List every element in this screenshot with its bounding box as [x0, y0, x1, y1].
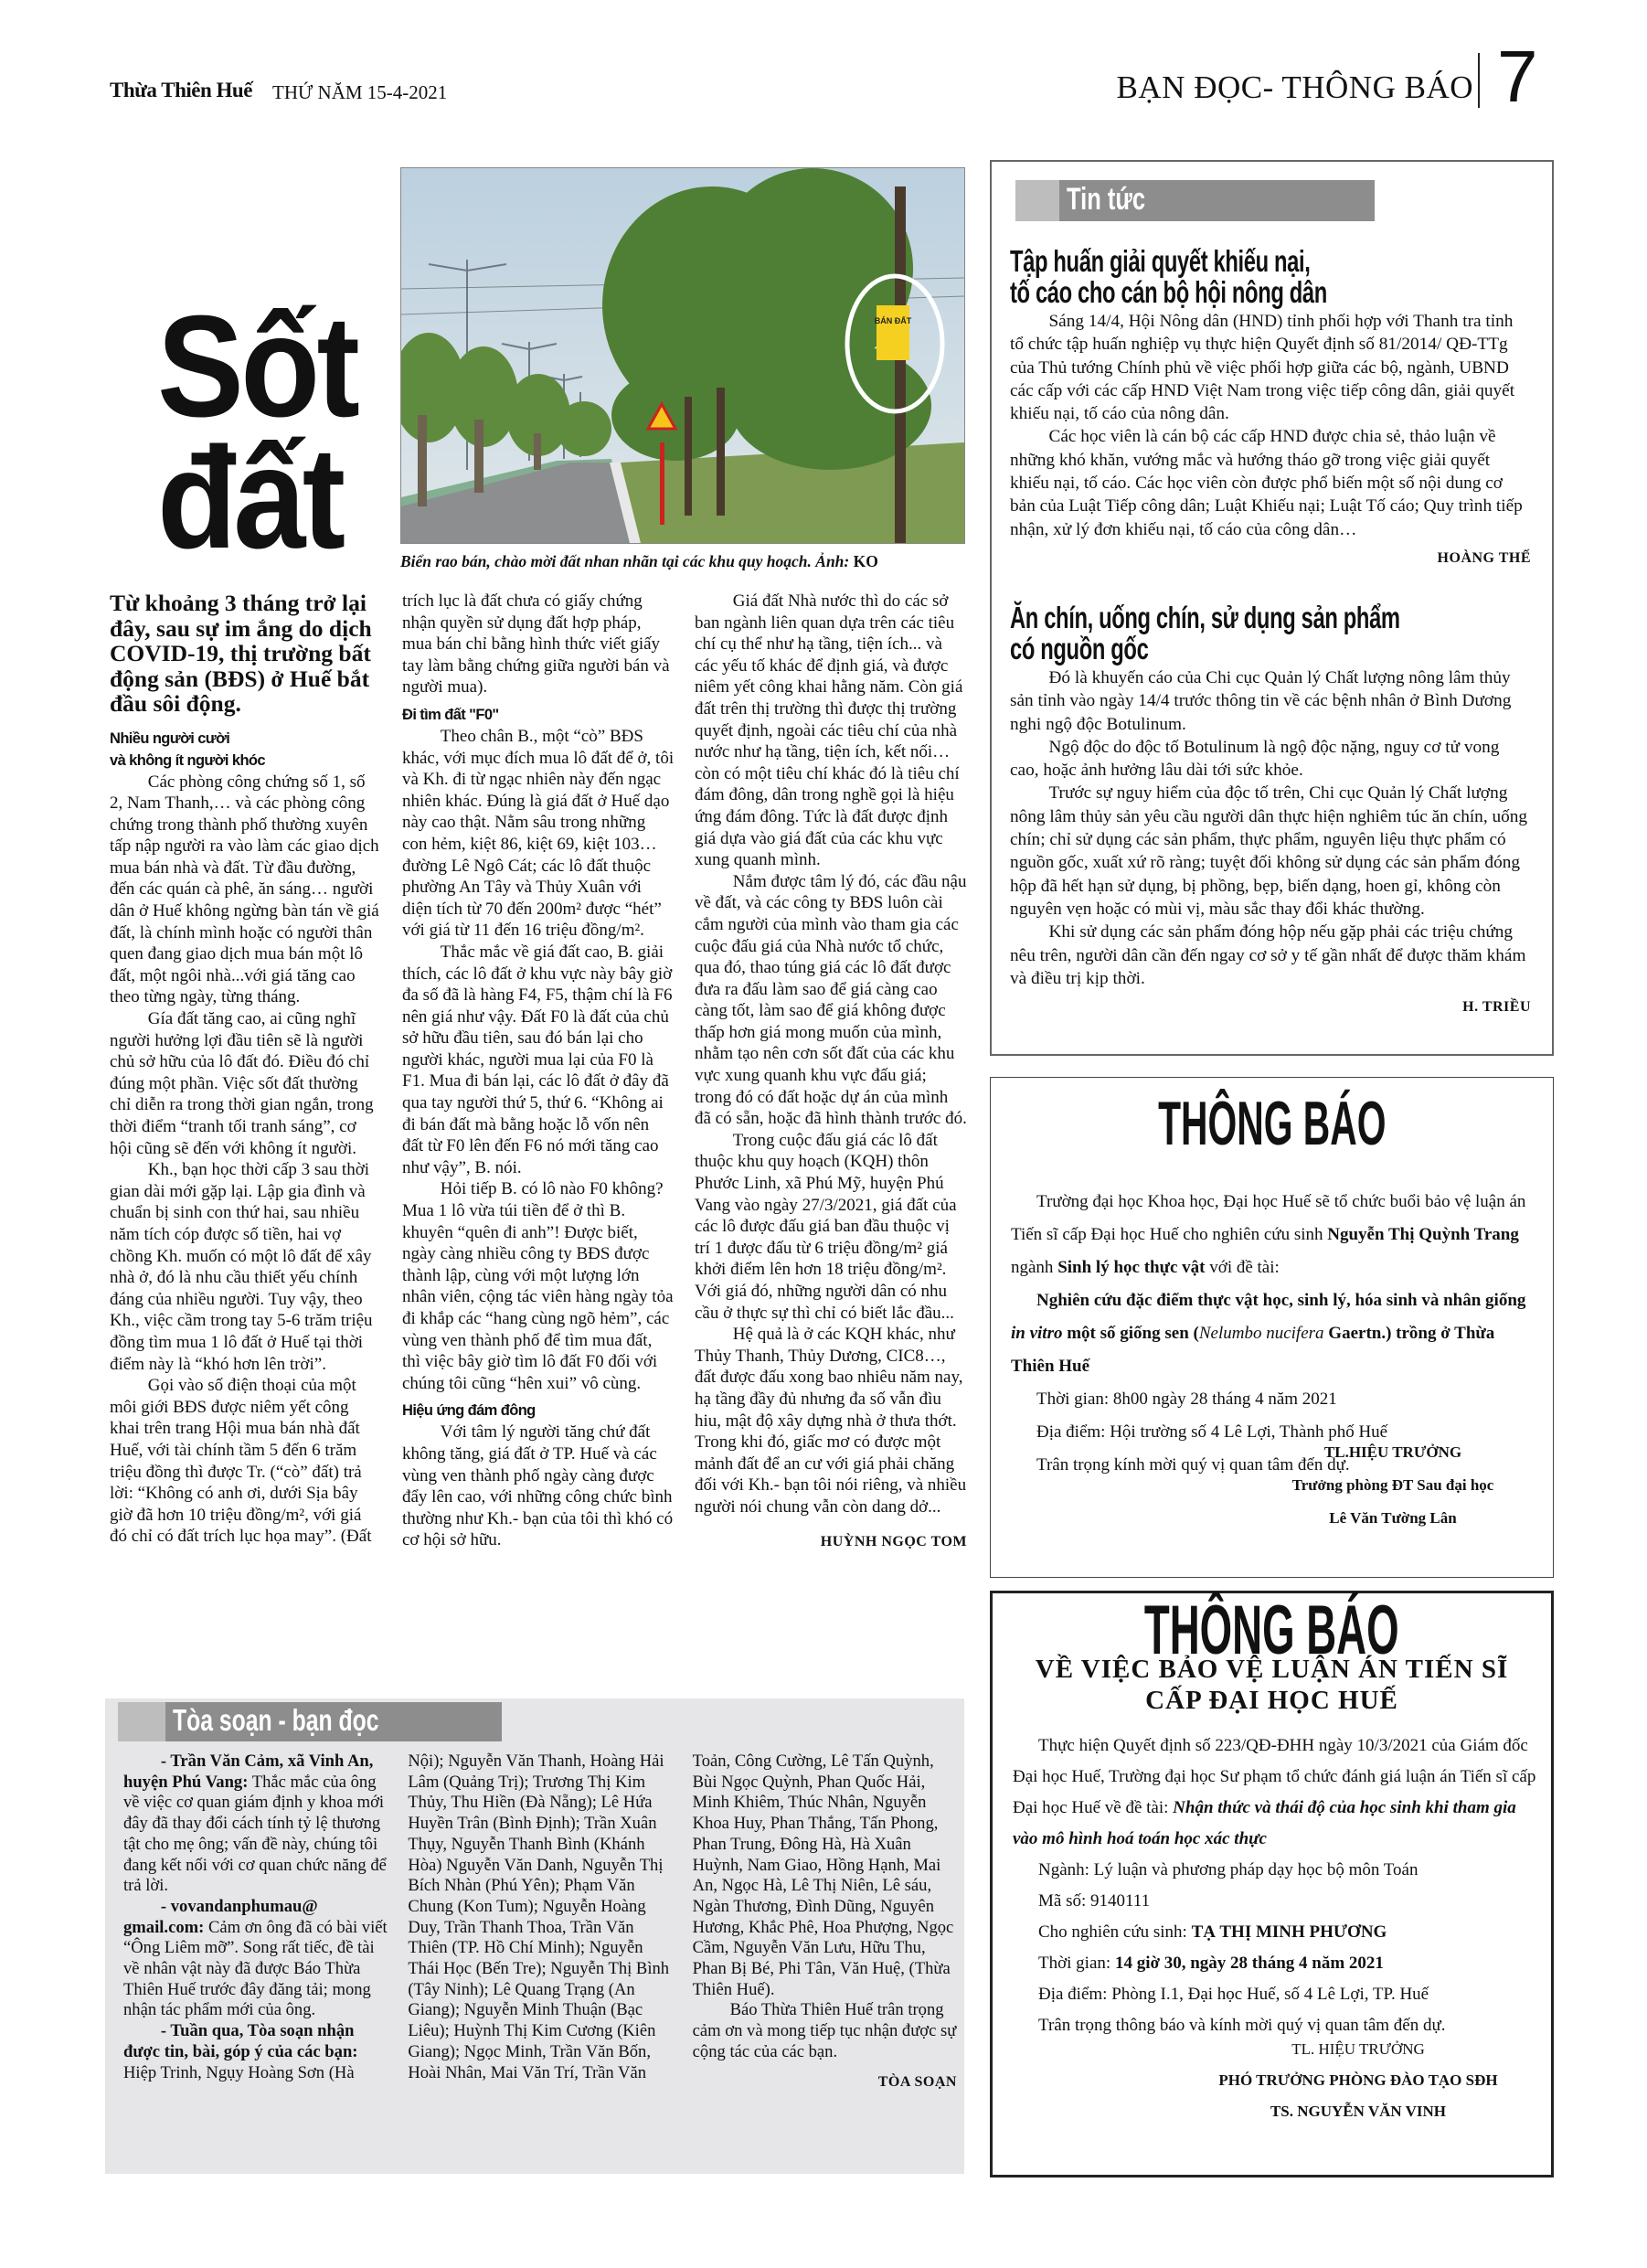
signature-name: TS. NGUYỄN VĂN VINH: [1270, 2103, 1447, 2120]
page-number: 7: [1497, 36, 1538, 117]
text-run: Nghiên cứu đặc điểm thực vật học, sinh lý, hóa sinh và nhân giống: [1036, 1291, 1526, 1310]
notice-subtitle: VỀ VIỆC BẢO VỆ LUẬN ÁN TIẾN SĨ CẤP ĐẠI HỌC HUẾ: [1035, 1655, 1509, 1715]
notice-paragraph: [1013, 1855, 1538, 1886]
signature-position: Trưởng phòng ĐT Sau đại học: [1291, 1476, 1494, 1494]
section-bar-accent: [1015, 180, 1059, 221]
text-run: Trân trọng kính mời quý vị quan tâm đến dự.: [1036, 1455, 1350, 1475]
readers-section-label: Tòa soạn - bạn đọc: [173, 1703, 379, 1737]
paragraph: Kh., bạn học thời cấp 3 sau thời gian dài mới gặp lại. Lập gia đình và chuẩn bị sinh con thứ hai, sau nhiều năm tích cóp được số tiền, hai vợ chồng Kh. muốn có một lô đất để xây nhà ở, đó là nhu cầu thiết yếu chính đáng của nhiều người. Tuy vậy, theo Kh., việc cầm trong tay 5-6 trăm triệu đồng tìm mua 1 lô đất ở Huế tại thời điểm này là “khó hơn lên trời”.: [110, 1160, 373, 1374]
notice-paragraph: [1011, 1383, 1536, 1416]
text-run: Gaertn.) trồng ở Thừa Thiên Huế: [1011, 1324, 1495, 1376]
notice-paragraph: [1011, 1284, 1536, 1383]
newspaper-brand: Thừa Thiên Huế: [110, 79, 252, 101]
paragraph: Với tâm lý người tăng chứ đất không tăng, giá đất ở TP. Huế và các vùng ven thành phố ngày càng được đẩy lên cao, với những công chức bình thường như Kh.- bạn của tôi thì khó có cơ hội sở hữu.: [402, 1422, 674, 1550]
news-item-training: [1010, 246, 1531, 570]
signature-name: Lê Văn Tường Lân: [1329, 1509, 1457, 1527]
news-headline: Ăn chín, uống chín, sử dụng sản phẩm có nguồn gốc: [1010, 601, 1400, 665]
article-body: [110, 591, 967, 1688]
news-section-label: Tin tức: [1067, 182, 1146, 217]
readers-body: [123, 1752, 957, 2092]
article-title-line2: đất: [157, 418, 343, 579]
byline: TÒA SOẠN: [877, 2073, 957, 2090]
street-photo-illustration: [401, 168, 964, 543]
byline: H. TRIỀU: [1462, 999, 1531, 1016]
notice-box-2: [990, 1591, 1554, 2177]
signature-title: TL. HIỆU TRƯỞNG: [1291, 2040, 1425, 2058]
notice-title-text: THÔNG BÁO: [1144, 1592, 1399, 1669]
text-run: Trường đại học Khoa học, Đại học Huế sẽ tổ chức buổi bảo vệ luận án Tiến sĩ cấp Đại học Huế cho nghiên cứu sinh: [1011, 1192, 1526, 1244]
paragraph: Thắc mắc về giá đất cao, B. giải thích, các lô đất ở khu vực này bây giờ đa số đã là hàng F4, F5, thậm chí là F6 nên giá như vậy. Đất F0 là đất của chủ sở hữu đầu tiên, sau đó bán lại cho người khác, người mua lại của F0 là F1. Mua đi bán lại, các lô đất ở đây đã qua tay người thứ 5, thứ 6. “Không ai đi bán đất mà bằng hoặc lỗ vốn nên đất từ F0 lên đến F6 nó mới tăng cao như vậy”, B. nói.: [402, 942, 673, 1177]
text-run: Nguyễn Thị Quỳnh Trang: [1327, 1225, 1519, 1244]
land-sale-sign-icon: [877, 305, 909, 360]
text-run: - Tuần qua, Tòa soạn nhận được tin, bài, góp ý của các bạn:: [123, 2021, 358, 2061]
paragraph: Gọi vào số điện thoại của một môi giới BĐS được niêm yết công khai trên trang Hội mua bán nhà đất Huế, với tài chính tầm 5 đến 6 trăm triệu đồng thì được Tr. (“cò” đất) trả lời: “Không có anh ơi, dưới Sịa bây giờ đã hơn 10 triệu đồng/m², với giá đó chỉ có đất trích lục họa may”. (Đất trích lục là đất chưa có giấy chứng nhận quyền sử dụng đất hợp pháp, mua bán chỉ bằng hình thức viết giấy tay làm bằng chứng giữa người bán và người mua).: [110, 591, 670, 1547]
paragraph: [123, 1752, 388, 1897]
readers-section-bar: [118, 1702, 502, 1741]
news-body: [1010, 310, 1531, 570]
paragraph: Khi sử dụng các sản phẩm đóng hộp nếu gặp phải các triệu chứng nêu trên, người dân cần đến ngay cơ sở y tế gần nhất để được thăm khám và điều trị kịp thời.: [1010, 922, 1526, 988]
paragraph: Trước sự nguy hiểm của độc tố trên, Chi cục Quản lý Chất lượng nông lâm thủy sản yêu cầu người dân thực hiện nghiêm túc ăn chín, uống chín; chỉ sử dụng các sản phẩm, thực phẩm, nguyên liệu thực phẩm có nguồn gốc, xuất xứ rõ ràng; tuyệt đối không sử dụng các sản phẩm đóng hộp đã hết hạn sử dụng, bị phồng, bẹp, biến dạng, hoen gỉ, không còn nguyên vẹn hoặc có mùi vị, màu sắc thay đổi khác thường.: [1010, 783, 1528, 919]
paragraph: Ngộ độc do độc tố Botulinum là ngộ độc nặng, nguy cơ tử vong cao, hoặc ảnh hưởng lâu dài tới sức khỏe.: [1010, 737, 1500, 781]
notice-title: [991, 1091, 1553, 1156]
section-title: BẠN ĐỌC- THÔNG BÁO: [1116, 69, 1473, 105]
notice-body: [1013, 1730, 1538, 2041]
notice-signature: [1265, 1436, 1521, 1535]
paragraph: Gía đất tăng cao, ai cũng nghĩ người hưởng lợi đầu tiên sẽ là người chủ sở hữu của lô đất đó. Điều đó chỉ đúng một phần. Việc sốt đất thường chỉ diễn ra trong thời gian ngắn, trong thời điểm “tranh tối tranh sáng”, cơ hội cũng sẽ đến với không ít người.: [110, 1009, 374, 1158]
subheading: Hiệu ứng đám đông: [402, 1402, 536, 1420]
land-sale-sign-text: BÁN ĐẤT: [874, 316, 912, 325]
paragraph: Hệ quả là ở các KQH khác, như Thủy Thanh, Thủy Dương, CIC8…, đất được đấu xong bao nhiêu năm nay, hạ tầng đầy đủ nhưng đa số vẫn đìu hiu, mật độ xây dựng nhà ở thưa thớt. Trong khi đó, giấc mơ có được một mảnh đất để an cư với giá phải chăng đối với Kh.- bạn tôi nói riêng, và nhiều người nói chung vẫn còn dang dở...: [695, 1325, 967, 1517]
readers-box: [105, 1698, 964, 2174]
text-run: Thời gian: 8h00 ngày 28 tháng 4 năm 2021: [1036, 1390, 1337, 1409]
subheading: Nhiều người cười và không ít người khóc: [110, 729, 265, 769]
text-run: Nhận thức và thái độ của học sinh khi tham gia vào mô hình hoá toán học xác thực: [1013, 1798, 1516, 1848]
text-run: Địa điểm: Phòng I.1, Đại học Huế, số 4 Lê Lợi, TP. Huế: [1038, 1985, 1429, 2004]
text-run: - vovandanphumau@ gmail.com:: [123, 1896, 318, 1937]
news-body: [1010, 666, 1531, 1018]
notice-title-text: THÔNG BÁO: [1157, 1089, 1387, 1158]
text-run: Địa điểm: Hội trường số 4 Lê Lợi, Thành phố Huế: [1036, 1422, 1388, 1442]
notice-paragraph: [1013, 1948, 1538, 1979]
text-run: Hiệp Trinh, Ngụy Hoàng Sơn (Hà Nội); Nguyễn Văn Thanh, Hoàng Hải Lâm (Quảng Trị); Trương Thị Kim Thủy, Thu Hiền (Đà Nẵng); Lê Hứa Huyền Trân (Bình Định); Trần Xuân Thụy, Nguyễn Thanh Bình (Khánh Hòa) Nguyễn Văn Danh, Nguyễn Thị Bích Nhàn (Phú Yên); Phạm Văn Chung (Kon Tum); Nguyễn Hoàng Duy, Trần Thanh Thoa, Trần Văn Thiên (TP. Hồ Chí Minh); Nguyễn Thái Học (Bến Tre); Nguyễn Thị Bình (Tây Ninh); Lê Quang Trạng (An Giang); Nguyễn Minh Thuận (Bạc Liêu); Huỳnh Thị Kim Cương (Kiên Giang); Ngọc Minh, Trần Văn Bốn, Hoài Nhân, Mai Văn Trí, Trần Văn Toản, Công Cường, Lê Tấn Quỳnh, Bùi Ngọc Quỳnh, Phan Quốc Hải, Minh Khiêm, Thúc Nhân, Nguyễn Khoa Huy, Phan Thắng, Tấn Phong, Phan Trung, Đông Hà, Hà Xuân Huỳnh, Nam Giao, Hồng Hạnh, Mai An, Ngọc Hà, Lê Thị Niên, Lê sáu, Ngàn Thương, Đình Dũng, Nguyên Hương, Khắc Phê, Hoa Phượng, Ngọc Cầm, Nguyễn Văn Lưu, Hữu Thu, Phan Bị Bé, Phi Tân, Văn Huệ, (Thừa Thiên Huế).: [123, 1752, 954, 2082]
text-run: Ngành: Lý luận và phương pháp dạy học bộ môn Toán: [1038, 1860, 1419, 1879]
news-headline: Tập huấn giải quyết khiếu nại, tố cáo cho cán bộ hội nông dân: [1010, 244, 1327, 309]
text-run: Sinh lý học thực vật: [1057, 1258, 1206, 1277]
text-run: Thắc mắc của ông về việc cơ quan giám định y khoa mới đây đã thay đổi cách tính tỷ lệ thương tật cho mẹ ông; vấn đề này, chúng tôi đang kết nối với cơ quan chức năng để trả lời.: [123, 1772, 387, 1896]
caption-text: Biển rao bán, chào mời đất nhan nhãn tại các khu quy hoạch. Ảnh:: [400, 552, 854, 570]
notice-paragraph: [1013, 1917, 1538, 1948]
photo-caption: [400, 552, 878, 571]
photo-credit: KO: [853, 552, 878, 570]
text-run: với đề tài:: [1205, 1258, 1280, 1277]
notice-paragraph: [1013, 1886, 1538, 1917]
news-box: [990, 160, 1554, 1056]
notice-paragraph: [1011, 1186, 1536, 1284]
text-run: 14 giờ 30, ngày 28 tháng 4 năm 2021: [1114, 1954, 1384, 1973]
notice-box-1: [990, 1077, 1554, 1578]
paragraph: Sáng 14/4, Hội Nông dân (HND) tỉnh phối hợp với Thanh tra tỉnh tổ chức tập huấn nghiệp vụ thực hiện Quyết định số 81/2014/ QĐ-TTg của Thủ tướng Chính phủ về việc phối hợp giữa các bộ, ngành, UBND các cấp với các cấp HND Việt Nam trong việc tiếp công dân, giải quyết khiếu nại, tố cáo của nông dân.: [1010, 312, 1515, 424]
byline: HUỲNH NGỌC TOM: [820, 1533, 967, 1549]
byline: HOÀNG THẾ: [1437, 549, 1531, 566]
article-title-line1: Sốt: [157, 286, 357, 447]
text-run: Thực hiện Quyết định số 223/QĐ-ĐHH ngày 10/3/2021 của Giám đốc Đại học Huế, Trường đại học Sư phạm tổ chức đánh giá luận án Tiến sĩ cấp Đại học Huế về đề tài:: [1013, 1736, 1536, 1817]
notice-paragraph: [1013, 1979, 1538, 2010]
paragraph: [123, 1897, 388, 2021]
paragraph: Đó là khuyến cáo của Chi cục Quản lý Chất lượng nông lâm thủy sản tỉnh vào ngày 14/4 trước thông tin về các bệnh nhân ở Bình Dương nghi ngộ độc Botulinum.: [1010, 668, 1512, 734]
paragraph: Trong cuộc đấu giá các lô đất thuộc khu quy hoạch (KQH) thôn Phước Linh, xã Phú Mỹ, huyện Phú Vang vào ngày 27/3/2021, giá đất của các lô được đấu giá ban đầu thuộc vị trí 1 được đấu từ 6 triệu đồng/m² giá khởi điểm lên hơn 18 triệu đồng/m². Với giá đó, những người dân có nhu cầu ở thực sự thì chỉ có biết lắc đầu...: [695, 1130, 957, 1323]
paragraph: Hỏi tiếp B. có lô nào F0 không? Mua 1 lô vừa túi tiền để ở thì B. khuyên “quên đi anh”! Được biết, ngày càng nhiều công ty BĐS được thành lập, cùng với một lượng lớn nhân viên, cộng tác viên hàng ngày tỏa đi khắp các “hang cùng ngõ hẻm”, các vùng ven thành phố để tìm mua đất, thì việc bây giờ tìm lô đất F0 đối với chúng tôi cũng “hên xui” vô cùng.: [402, 1179, 674, 1393]
lead-paragraph: Từ khoảng 3 tháng trở lại đây, sau sự im ắng do dịch COVID-19, thị trường bất động sản (BĐS) ở Huế bắt đầu sôi động.: [110, 590, 372, 717]
notice-signature: [1194, 2034, 1523, 2127]
article-photo: [400, 167, 965, 544]
section-bar-accent: [118, 1702, 165, 1741]
paragraph: Theo chân B., một “cò” BĐS khác, với mục đích mua lô đất để ở, tôi và Kh. đi từ ngạc nhiên này đến ngạc nhiên khác. Đúng là giá đất ở Huế dạo này cao thật. Nằm sâu trong những con hẻm, kiệt 86, kiệt 69, kiệt 103… đường Lê Ngô Cát; các lô đất thuộc phường An Tây và Thủy Xuân với diện tích từ 70 đến 200m² được “hét” với giá từ 11 đến 16 triệu đồng/m².: [402, 726, 675, 941]
text-run: TẠ THỊ MINH PHƯƠNG: [1191, 1922, 1387, 1942]
header-divider: [1478, 53, 1480, 108]
text-run: Trân trọng thông báo và kính mời quý vị quan tâm đến dự.: [1038, 2016, 1446, 2035]
paragraph: Giá đất Nhà nước thì do các sở ban ngành liên quan dựa trên các tiêu chí cụ thể như hạ tầng, tiện ích... và các yếu tố khác để định giá, và được niêm yết công khai hằng năm. Còn giá đất trên thị trường thì được thị trường quyết định, ngoài các tiêu chí của nhà nước như hạ tầng, tiện ích, kết nối… còn có một tiêu chí khác đó là tiêu chí đám đông, dân trong nghề gọi là hiệu ứng đám đông. Tức là đất được định giá dựa vào giá đất của các khu vực xung quanh mình.: [695, 591, 963, 870]
signature-title: TL.HIỆU TRƯỞNG: [1323, 1443, 1462, 1461]
text-run: in vitro: [1011, 1324, 1063, 1343]
paragraph: Các học viên là cán bộ các cấp HND được chia sẻ, thảo luận về những khó khăn, vướng mắc và hướng tháo gỡ trong việc giải quyết khiếu nại, tố cáo. Các học viên còn được phổ biến một số nội dung cơ bản của Luật Tiếp công dân; Luật Khiếu nại; Luật Tố cáo; Quy trình tiếp nhận, xử lý đơn khiếu nại, tố cáo của công dân…: [1010, 427, 1523, 539]
text-run: Thời gian:: [1038, 1954, 1115, 1973]
text-run: ngành: [1011, 1258, 1058, 1277]
text-run: Cho nghiên cứu sinh:: [1038, 1922, 1192, 1942]
text-run: Mã số: 9140111: [1038, 1891, 1151, 1911]
paragraph: Nắm được tâm lý đó, các đầu nậu về đất, và các công ty BĐS luôn cài cắm người của mình vào tham gia các cuộc đấu giá của Nhà nước tổ chức, qua đó, thao túng giá các lô đất được đưa ra đấu làm sao để giá càng cao càng tốt, làm sao để giá không được thấp hơn giá mong muốn của mình, nhằm tạo nên cơn sốt đất của các khu vực xung quanh khu vực đấu giá; trong đó có đất hoặc dự án của mình đã có sẵn, hoặc đã hình thành trước đó.: [695, 871, 967, 1129]
subheading: Đi tìm đất "F0": [402, 706, 499, 723]
news-section-bar: [1015, 180, 1375, 221]
text-run: Cảm ơn ông đã có bài viết “Ông Liêm mỡ”. Song rất tiếc, đề tài về nhân vật này đã được Báo Thừa Thiên Huế trước đây đăng tải; mong nhận tác phẩm mới của ông.: [123, 1917, 388, 2020]
notice-paragraph: [1013, 1730, 1538, 1855]
text-run: một số giống sen (: [1062, 1324, 1199, 1343]
signature-position: PHÓ TRƯỞNG PHÒNG ĐÀO TẠO SĐH: [1218, 2071, 1498, 2089]
issue-date: THỨ NĂM 15-4-2021: [272, 81, 448, 103]
paragraph: Các phòng công chứng số 1, số 2, Nam Thanh,… và các phòng công chứng trong thành phố thường xuyên tấp nập người ra vào làm các giao dịch mua bán nhà và đất. Từ đầu đường, đến các quán cà phê, ăn sáng… người dân ở Huế không ngừng bàn tán về giá đất, là chính mình hoặc có người thân quen đang giao dịch mua bán một lô đất, một ngôi nhà...với giá tăng cao theo từng ngày, từng tháng.: [110, 772, 379, 1007]
paragraph: Báo Thừa Thiên Huế trân trọng cảm ơn và mong tiếp tục nhận được sự cộng tác của các bạn.: [692, 2000, 957, 2061]
text-run: - Trần Văn Cảm, xã Vinh An, huyện Phú Vang:: [123, 1752, 374, 1792]
text-run: Nelumbo nucifera: [1198, 1324, 1324, 1343]
news-item-food-safety: [1010, 602, 1531, 1018]
